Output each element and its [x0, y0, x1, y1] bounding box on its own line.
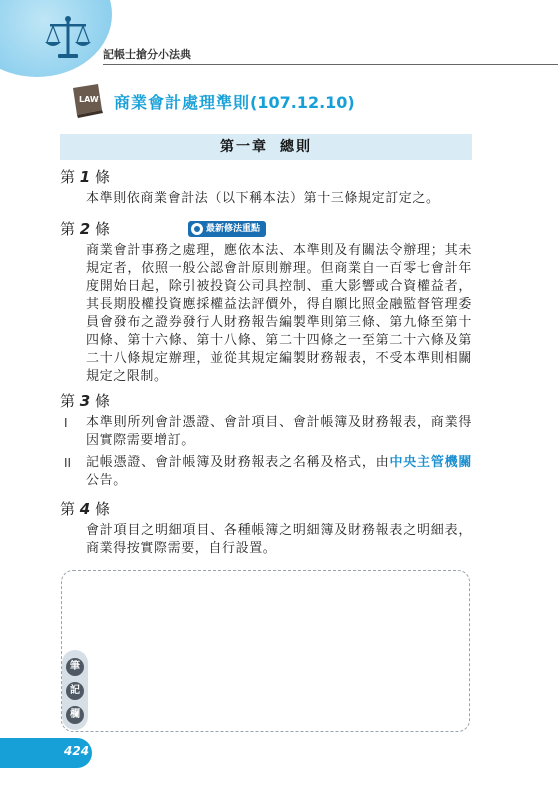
- notes-box: [61, 570, 470, 732]
- page-number: 424: [64, 744, 90, 758]
- chapter-heading: [60, 134, 472, 160]
- law-title: [114, 90, 355, 113]
- article-suffix: 條: [95, 500, 111, 518]
- article-2-text: 商業會計事務之處理，應依本法、本準則及有關法令辦理；其未規定者，依照一般公認會計原則辦理。但商業自一百零七會計年度開始日起，除引被投資公司具控制、重大影響或合資權益者，其長期股權投資應採權益法評價外，得自願比照金融監督管理委員會發布之證券發行人財務報告編製準則第三條、第九條至第十四條、第十六條、第十八條、第二十四條之一至第二十六條及第二十八條規定辦理，並從其規定編製財務報表，不受本準則相關規定之限制。: [86, 243, 472, 384]
- article-suffix: 條: [95, 168, 111, 186]
- law-name: 商業會計處理準則: [114, 93, 251, 112]
- amendment-badge-label: 最新修法重點: [206, 224, 261, 234]
- article-prefix: 第: [60, 500, 76, 518]
- article-4-heading: [60, 498, 110, 519]
- paragraph-mark: II: [64, 456, 72, 470]
- law-title-block: [68, 80, 468, 126]
- latest-amendment-badge: [188, 221, 266, 237]
- article-suffix: 條: [95, 220, 111, 238]
- notes-label-char: 記: [66, 682, 84, 700]
- law-book-icon: [68, 80, 108, 120]
- law-date: (107.12.10): [250, 93, 355, 112]
- highlighted-term: 中央主管機關: [389, 455, 472, 470]
- article-3-item-2-text: [86, 454, 472, 490]
- article-3-heading: [60, 390, 110, 411]
- article-2-heading: [60, 218, 110, 239]
- article-prefix: 第: [60, 220, 76, 238]
- article-prefix: 第: [60, 392, 76, 410]
- scales-of-justice-icon: [42, 12, 94, 64]
- header-rule: [103, 64, 558, 65]
- notes-label-char: 筆: [66, 658, 84, 676]
- item-text: 記帳憑證、會計帳簿及財務報表之名稱及格式，由: [86, 455, 390, 470]
- article-4-text: 會計項目之明細項目、各種帳簿之明細簿及財務報表之明細表，商業得按實際需要，自行設置。: [86, 523, 472, 556]
- chapter-name: 總則: [280, 139, 312, 155]
- notes-label-char: 欄: [66, 706, 84, 724]
- law-badge-text: LAW: [79, 95, 99, 104]
- article-1-text: 本準則依商業會計法（以下稱本法）第十三條規定訂定之。: [86, 191, 440, 206]
- article-number: 1: [79, 168, 91, 186]
- book-title: 記帳士搶分小法典: [103, 48, 191, 61]
- article-prefix: 第: [60, 168, 76, 186]
- amendment-icon: [191, 223, 203, 235]
- article-3-item-1-text: 本準則所列會計憑證、會計項目、會計帳簿及財務報表，商業得因實際需要增訂。: [86, 415, 472, 448]
- item-text: 公告。: [86, 473, 127, 488]
- article-number: 3: [79, 392, 91, 410]
- paragraph-mark: I: [64, 416, 68, 430]
- article-suffix: 條: [95, 392, 111, 410]
- article-1-heading: [60, 166, 110, 187]
- chapter-number: 第一章: [220, 139, 268, 155]
- article-number: 4: [79, 500, 91, 518]
- article-number: 2: [79, 220, 91, 238]
